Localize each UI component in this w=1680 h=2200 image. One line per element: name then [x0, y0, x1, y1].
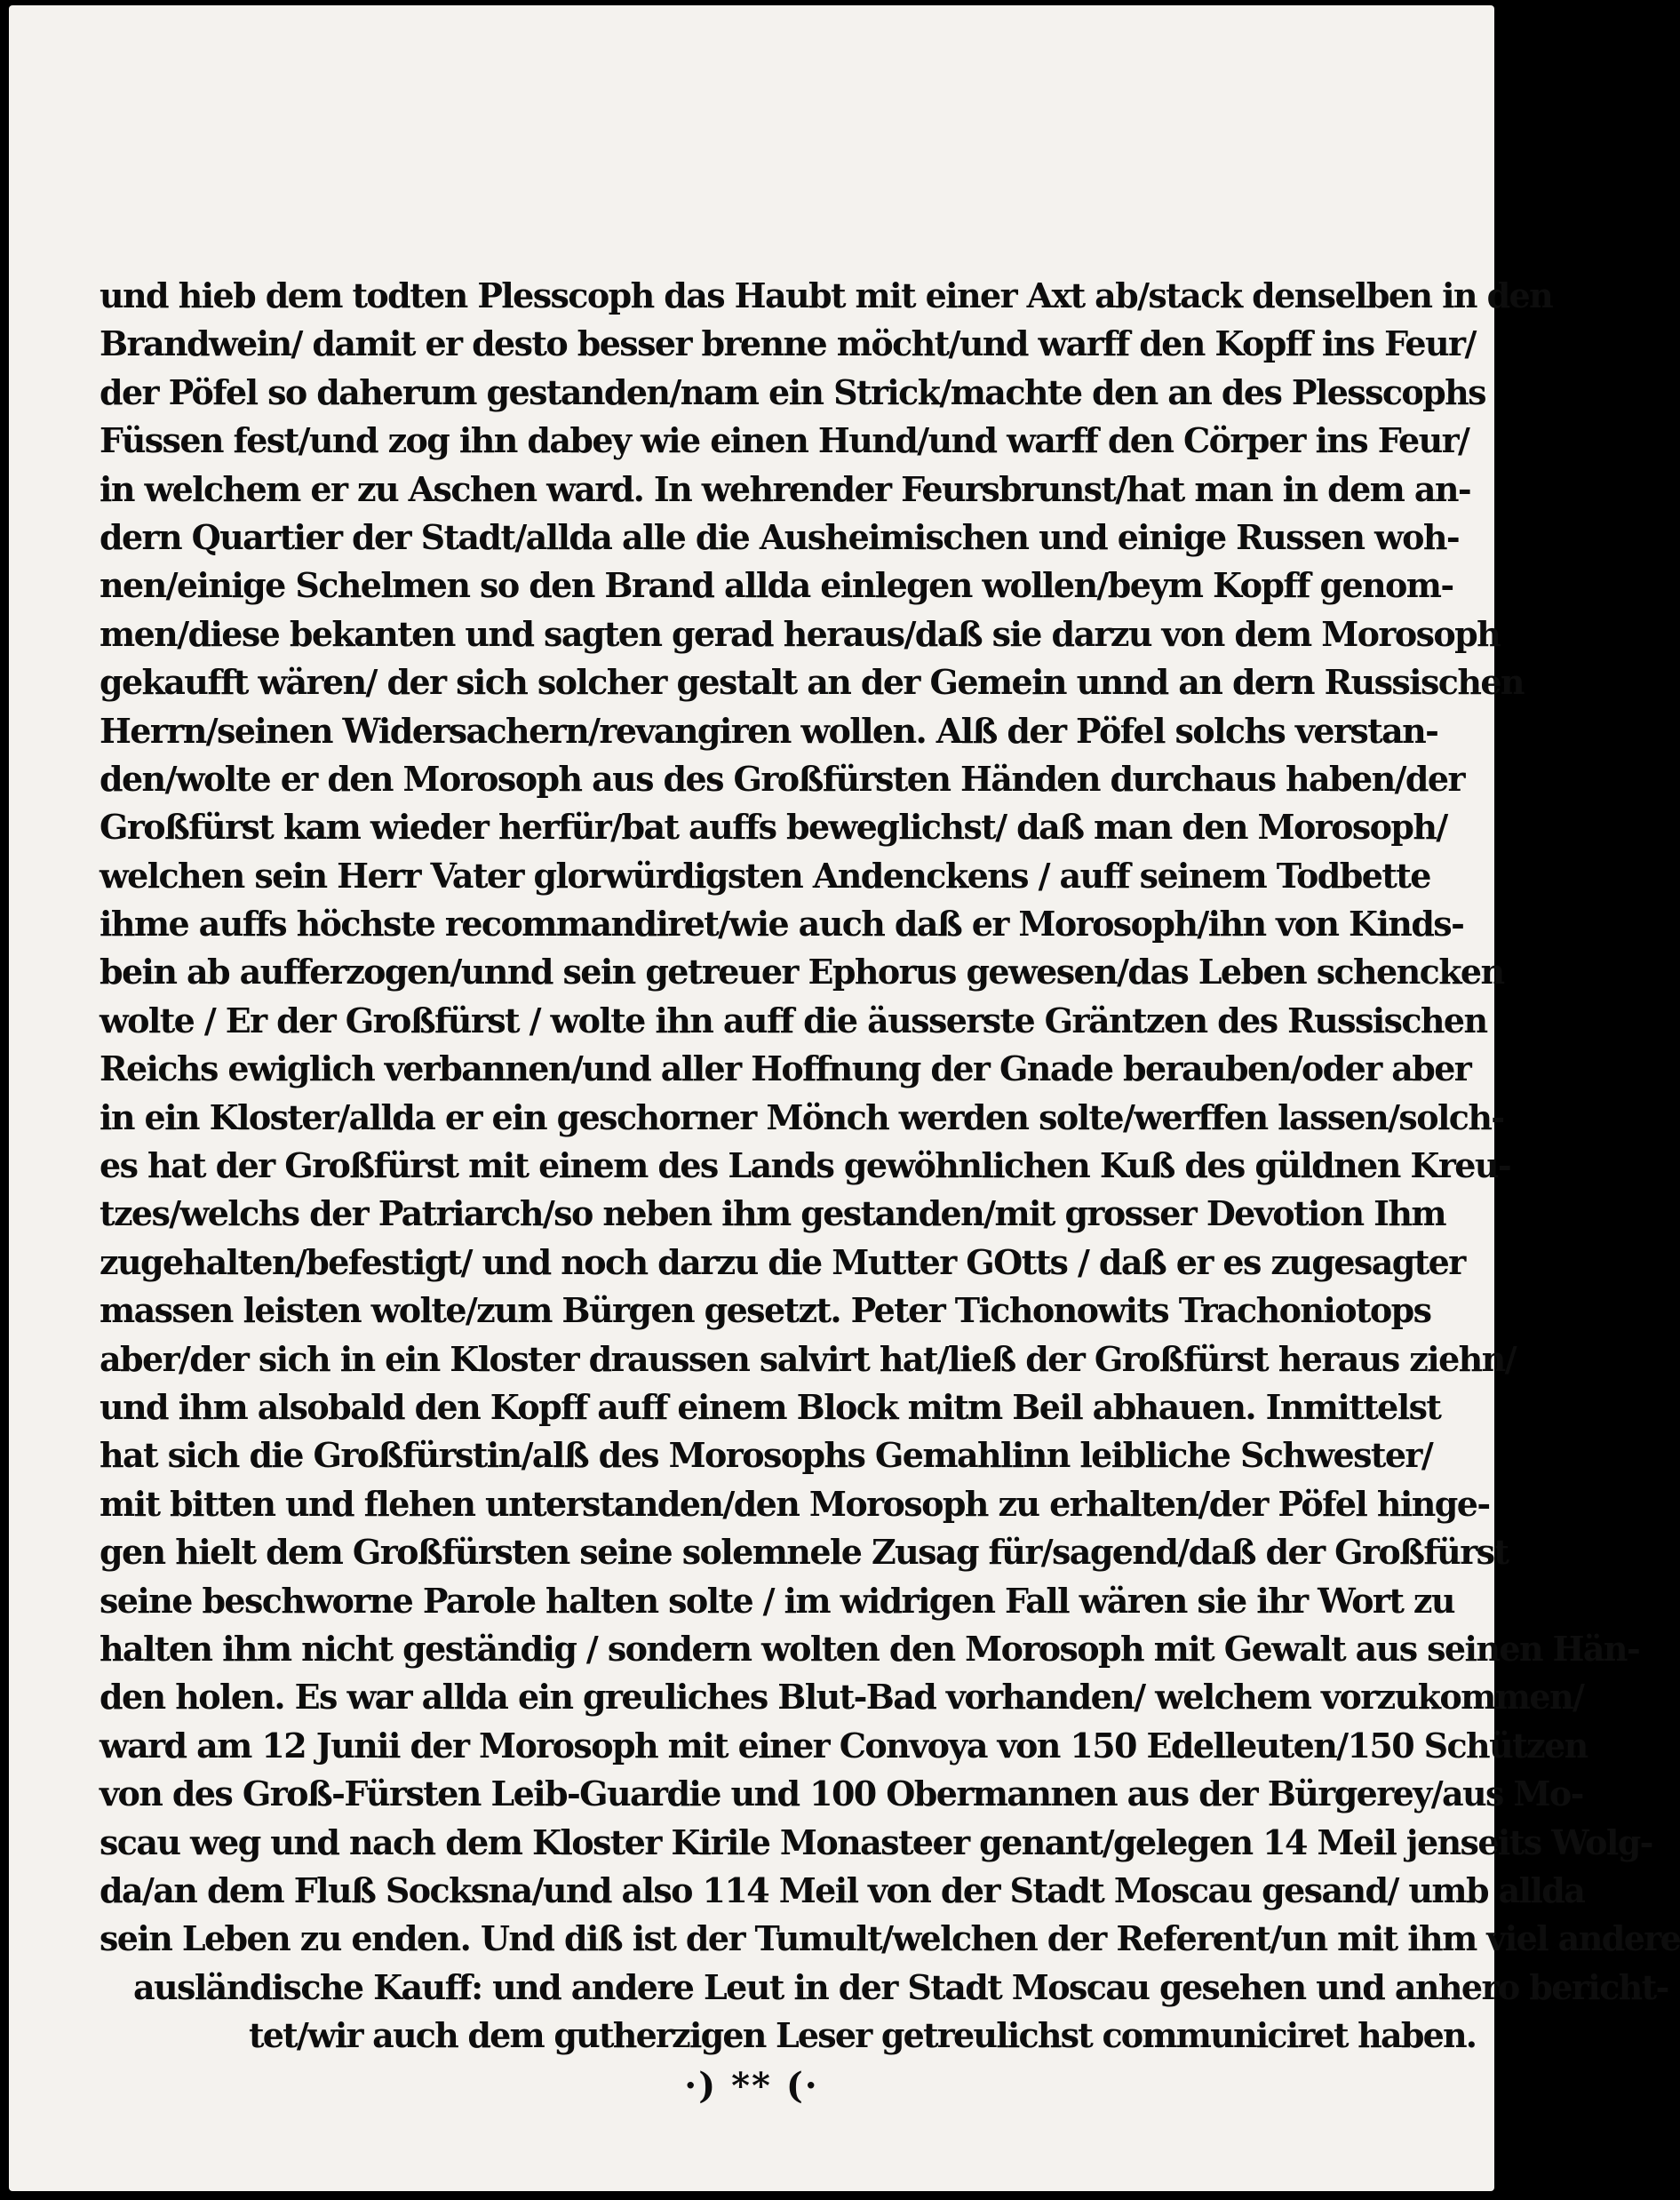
text-line: zugehalten/befestigt/ und noch darzu die Mutter GOtts / daß er es zugesagter — [100, 1241, 1465, 1282]
text-line: massen leisten wolte/zum Bürgen gesetzt. Peter Tichonowits Trachoniotops — [100, 1290, 1431, 1331]
text-line: der Pöfel so daherum gestanden/nam ein Strick/machte den an des Plesscophs — [100, 371, 1485, 412]
text-line: welchen sein Herr Vater glorwürdigsten Andenckens / auff seinem Todbette — [100, 855, 1430, 896]
text-line: den/wolte er den Morosoph aus des Großfürsten Händen durchaus haben/der — [100, 758, 1464, 799]
text-line: Füssen fest/und zog ihn dabey wie einen Hund/und warff den Cörper ins Feur/ — [100, 420, 1469, 461]
text-line: mit bitten und flehen unterstanden/den Morosoph zu erhalten/der Pöfel hinge- — [100, 1483, 1490, 1524]
text-line: tzes/welchs der Patriarch/so neben ihm gestanden/mit grosser Devotion Ihm — [100, 1193, 1445, 1234]
text-line: es hat der Großfürst mit einem des Lands gewöhnlichen Kuß des güldnen Kreu- — [100, 1145, 1511, 1186]
text-line: sein Leben zu enden. Und diß ist der Tumult/welchen der Referent/un mit ihm viel andere — [100, 1918, 1680, 1959]
text-line: und hieb dem todten Plesscoph das Haubt mit einer Axt ab/stack denselben in den — [100, 275, 1553, 315]
text-line: aber/der sich in ein Kloster draussen salvirt hat/ließ der Großfürst heraus ziehn/ — [100, 1338, 1516, 1379]
text-line: von des Groß-Fürsten Leib-Guardie und 100 Obermannen aus der Bürgerey/aus Mo- — [100, 1774, 1583, 1814]
text-line: in welchem er zu Aschen ward. In wehrender Feursbrunst/hat man in dem an- — [100, 468, 1471, 509]
text-line: ausländische Kauff: und andere Leut in der Stadt Moscau gesehen und anhero bericht- — [133, 1966, 1668, 2007]
text-line: gen hielt dem Großfürsten seine solemnele Zusag für/sagend/daß der Großfürst — [100, 1532, 1509, 1573]
text-line: scau weg und nach dem Kloster Kirile Monasteer genant/gelegen 14 Meil jenseits Wolg- — [100, 1821, 1652, 1862]
text-line: Brandwein/ damit er desto besser brenne möcht/und warff den Kopff ins Feur/ — [100, 323, 1476, 364]
text-line: und ihm alsobald den Kopff auff einem Block mitm Beil abhauen. Inmittelst — [100, 1386, 1441, 1427]
page-footer-ornament: ·) ** (· — [684, 2065, 819, 2107]
body-text — [100, 272, 1680, 2060]
document-page — [9, 5, 1680, 2191]
text-line: halten ihm nicht geständig / sondern wolten den Morosoph mit Gewalt aus seinen Hän- — [100, 1628, 1640, 1669]
text-line: men/diese bekanten und sagten gerad heraus/daß sie darzu von dem Morosoph — [100, 613, 1501, 654]
text-line: dern Quartier der Stadt/allda alle die Ausheimischen und einige Russen woh- — [100, 516, 1460, 557]
text-line: ihme auffs höchste recommandiret/wie auch daß er Morosoph/ihn von Kinds- — [100, 904, 1464, 945]
text-line: gekaufft wären/ der sich solcher gestalt an der Gemein unnd an dern Russischen — [100, 662, 1524, 703]
text-line: wolte / Er der Großfürst / wolte ihn auff die äusserste Gräntzen des Russischen — [100, 1000, 1487, 1040]
text-line: den holen. Es war allda ein greuliches Blut-Bad vorhanden/ welchem vorzukommen/ — [100, 1677, 1584, 1718]
text-line: ward am 12 Junii der Morosoph mit einer Convoya von 150 Edelleuten/150 Schützen — [100, 1725, 1588, 1766]
text-line: seine beschworne Parole halten solte / im widrigen Fall wären sie ihr Wort zu — [100, 1580, 1454, 1621]
text-line: in ein Kloster/allda er ein geschorner Mönch werden solte/werffen lassen/solch- — [100, 1096, 1504, 1137]
text-line: hat sich die Großfürstin/alß des Morosophs Gemahlinn leibliche Schwester/ — [100, 1435, 1433, 1476]
text-line: bein ab aufferzogen/unnd sein getreuer Ephorus gewesen/das Leben schencken — [100, 952, 1504, 992]
text-line-final: tet/wir auch dem gutherzigen Leser getreulichst communiciret haben. — [249, 2015, 1477, 2056]
text-line: Großfürst kam wieder herfür/bat auffs beweglichst/ daß man den Morosoph/ — [100, 807, 1447, 848]
text-line: Herrn/seinen Widersachern/revangiren wollen. Alß der Pöfel solchs verstan- — [100, 710, 1438, 751]
text-line: Reichs ewiglich verbannen/und aller Hoffnung der Gnade berauben/oder aber — [100, 1048, 1471, 1089]
text-line: nen/einige Schelmen so den Brand allda einlegen wollen/beym Kopff genom- — [100, 565, 1453, 606]
text-line: da/an dem Fluß Socksna/und also 114 Meil von der Stadt Moscau gesand/ umb allda — [100, 1869, 1585, 1910]
